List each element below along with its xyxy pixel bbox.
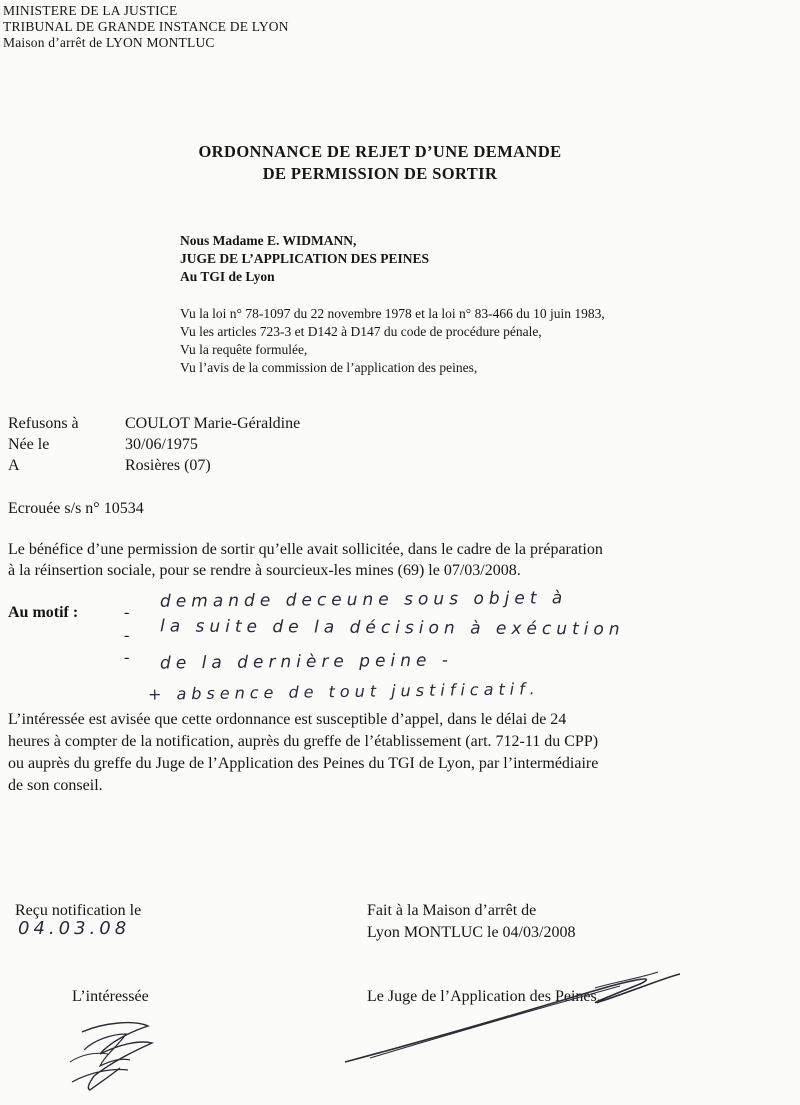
appeal-line: L’intéressée est avisée que cette ordonnance est susceptible d’appel, dans le délai de 24 [8, 711, 567, 728]
visa-line: Vu la loi n° 78-1097 du 22 novembre 1978 et la loi n° 83-466 du 10 juin 1983, [180, 306, 605, 321]
birth-place: Rosières (07) [125, 457, 211, 474]
visa-line: Vu l’avis de la commission de l’application des peines, [180, 360, 478, 375]
fait-date-line: Lyon MONTLUC le 04/03/2008 [367, 924, 576, 941]
interessee-signature [60, 1010, 180, 1095]
birth-date-label: Née le [8, 436, 50, 453]
visa-line: Vu les articles 723-3 et D142 à D147 du code de procédure pénale, [180, 324, 542, 339]
motif-dash: - [124, 627, 130, 644]
document-title-line2: DE PERMISSION DE SORTIR [262, 164, 498, 183]
birth-date: 30/06/1975 [125, 436, 198, 453]
motif-dash: - [124, 649, 130, 666]
ecrou-number: Ecrouée s/s n° 10534 [8, 500, 144, 517]
prison-line: Maison d’arrêt de LYON MONTLUC [3, 35, 215, 50]
refusons-label: Refusons à [8, 415, 79, 432]
notification-date-handwritten: 04.03.08 [18, 918, 131, 939]
appeal-line: ou auprès du greffe du Juge de l’Application des Peines du TGI de Lyon, par l’intermédiaire [8, 755, 599, 772]
benefit-line: à la réinsertion sociale, pour se rendre à sourcieux-les mines (69) le 07/03/2008. [8, 562, 521, 579]
motif-label: Au motif : [8, 604, 79, 621]
ministry-line: MINISTERE DE LA JUSTICE [3, 3, 178, 18]
document-title-line1: ORDONNANCE DE REJET D’UNE DEMANDE [198, 142, 562, 161]
visa-line: Vu la requête formulée, [180, 342, 308, 357]
judge-name: Nous Madame E. WIDMANN, [180, 233, 357, 248]
appeal-line: de son conseil. [8, 777, 103, 794]
tribunal-line: TRIBUNAL DE GRANDE INSTANCE DE LYON [3, 19, 289, 34]
motif-dash: - [124, 604, 130, 621]
notification-label: Reçu notification le [15, 902, 142, 919]
appeal-line: heures à compter de la notification, auprès du greffe de l’établissement (art. 712-11 du CPP) [8, 733, 599, 750]
handwritten-motif-line: la suite de la décision à exécution [159, 616, 625, 640]
benefit-line: Le bénéfice d’une permission de sortir qu’elle avait sollicitée, dans le cadre de la préparation [8, 541, 603, 558]
judge-signature [340, 962, 720, 1072]
handwritten-motif-line: de la dernière peine - [159, 650, 454, 674]
fait-line: Fait à la Maison d’arrêt de [367, 902, 537, 919]
judge-court: Au TGI de Lyon [180, 269, 275, 284]
birth-place-label: A [8, 457, 20, 474]
judge-function: JUGE DE L’APPLICATION DES PEINES [180, 251, 430, 266]
handwritten-motif-line: + absence de tout justificatif. [147, 679, 540, 704]
judge-signature-label: Le Juge de l’Application des Peines, [367, 988, 601, 1005]
interessee-label: L’intéressée [72, 988, 149, 1005]
person-name: COULOT Marie-Géraldine [125, 415, 301, 432]
handwritten-motif-line: demande deceune sous objet à [159, 588, 568, 612]
